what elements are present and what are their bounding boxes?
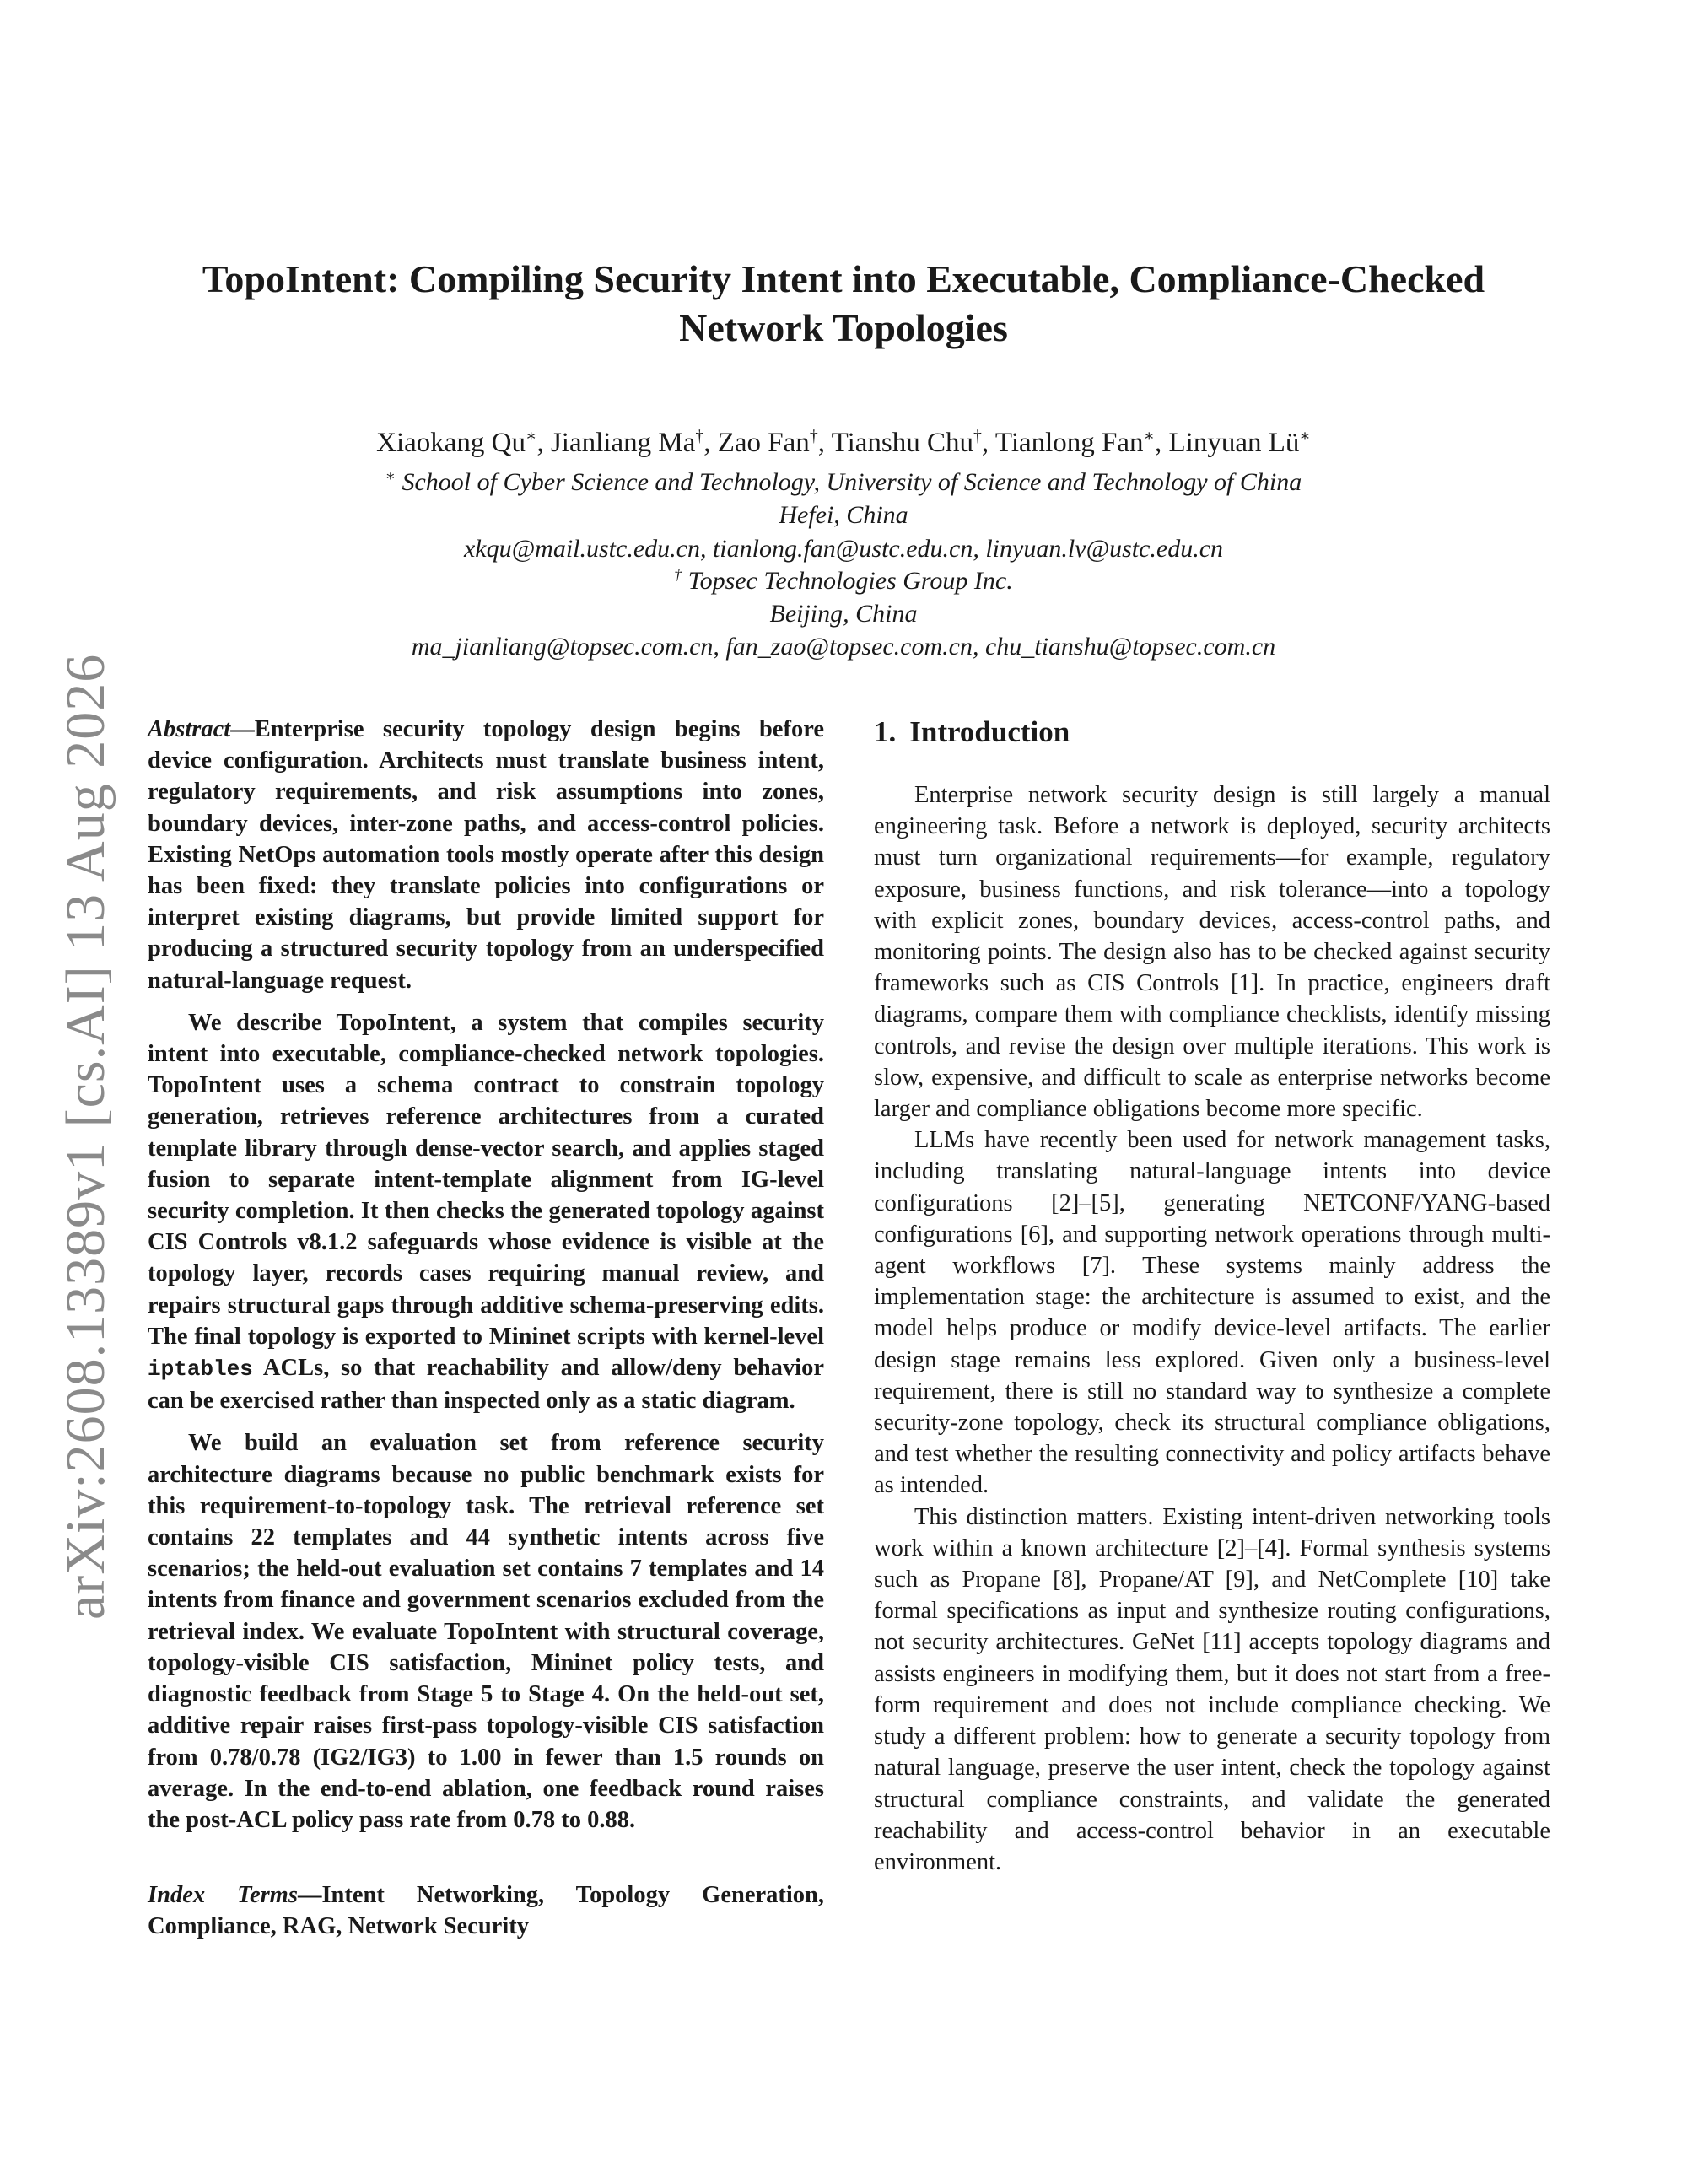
abstract-text: ACLs, so that reachability and allow/deny behavior can be exercised rather than inspected only as a static diagram. [148,1355,824,1415]
author-name: Tianshu Chu [831,428,974,458]
title-line-2: Network Topologies [679,306,1008,349]
left-column [148,714,824,1943]
section-title: Introduction [909,715,1070,748]
author-name: Xiaokang Qu [376,428,526,458]
arxiv-identifier: arXiv:2608.13389v1 [cs.AI] 13 Aug 2026 [55,653,116,1620]
affiliation-1 [127,466,1560,499]
affiliation-2 [127,565,1560,597]
affiliation-name: Topsec Technologies Group Inc. [687,567,1013,595]
abstract-paragraph-3: We build an evaluation set from reference security architecture diagrams because no public benchmark exists for this requirement-to-topology task. The retrieval reference set contains 22 templates and 44 synthetic intents across five scenarios; the held-out evaluation set contains 7 templates and 14 intents from finance and government scenarios excluded from the retrieval index. We evaluate TopoIntent with structural coverage, topology-visible CIS satisfaction, Mininet policy tests, and diagnostic feedback from Stage 5 to Stage 4. On the held-out set, additive repair raises first-pass topology-visible CIS satisfaction from 0.78/0.78 (IG2/IG3) to 1.00 in fewer than 1.5 rounds on average. In the end-to-end ablation, one feedback round raises the post-ACL policy pass rate from 0.78 to 0.88. [148,1430,824,1833]
affiliation-1-city: Hefei, China [779,501,908,529]
intro-paragraph-3: This distinction matters. Existing intent-driven networking tools work within a known architecture [2]–[4]. Formal synthesis systems such as Propane [8], Propane/AT [9], and NetComplete [10] take formal specifications as input and synthesize routing configurations, not security architectures. GeNet [11] accepts topology diagrams and assists engineers in modifying them, but it does not start from a free-form requirement and does not include compliance checking. We study a different problem: how to generate a security topology from natural language, preserve the user intent, check the topology against structural compliance constraints, and validate the generated reachability and access-control behavior in an executable environment. [874,1503,1550,1875]
paper-title [127,255,1560,353]
abstract-text: —Enterprise security topology design begins before device configuration. Architects must translate business intent, regulatory requirements, and risk assumptions into zones, boundary devices, inter-zone paths, and access-control policies. Existing NetOps automation tools mostly operate after this design has been fixed: they translate policies into configurations or interpret existing diagrams, but provide limited support for producing a structured security topology from an underspecified natural-language request. [148,716,824,994]
author-list: Xiaokang Qu∗, Jianliang Ma†, Zao Fan†, Tianshu Chu†, Tianlong Fan∗, Linyuan Lü∗ [376,427,1311,458]
affiliation-mark: ∗ [385,467,396,484]
author-mark: ∗ [1299,427,1311,445]
intro-paragraph-1: Enterprise network security design is still largely a manual engineering task. Before a network is deployed, security architects must turn organizational requirements—for example, regulatory exposure, business functions, and risk tolerance—into a topology with explicit zones, boundary devices, access-control paths, and monitoring points. The design also has to be checked against security frameworks such as CIS Controls [1]. In practice, engineers draft diagrams, compare them with compliance checklists, identify missing controls, and revise the design over multiple iterations. This work is slow, expensive, and difficult to scale as enterprise networks become larger and compliance obligations become more specific. [874,782,1550,1123]
author-name: Linyuan Lü [1168,428,1300,458]
author-mark: ∗ [526,427,537,445]
intro-paragraph-2: LLMs have recently been used for network management tasks, including translating natural-language intents into device configurations [2]–[5], generating NETCONF/YANG-based configurations [6], and supporting network operations through multi-agent workflows [7]. These systems mainly address the implementation stage: the architecture is assumed to exist, and the model helps produce or modify device-level artifacts. The earlier design stage remains less explored. Given only a business-level requirement, there is still no standard way to synthesize a complete security-zone topology, check its structural compliance obligations, and test whether the resulting connectivity and policy artifacts behave as intended. [874,1127,1550,1499]
section-number: 1. [874,715,897,748]
abstract-paragraph-2 [148,1007,824,1417]
section-heading [874,714,1550,751]
affiliation-name: School of Cyber Science and Technology, University of Science and Technology of China [402,468,1302,496]
author-name: Tianlong Fan [994,428,1144,458]
index-terms [148,1879,824,1942]
affiliation-2-city: Beijing, China [769,600,918,628]
index-terms-label: Index Terms [148,1882,298,1909]
index-terms-text: —Intent Networking, Topology Generation, Compliance, RAG, Network Security [148,1882,824,1940]
affiliation-2-emails: ma_jianliang@topsec.com.cn, fan_zao@topsec.com.cn, chu_tianshu@topsec.com.cn [411,633,1276,661]
affiliation-mark: † [674,566,682,583]
abstract-paragraph-1 [148,714,824,996]
author-mark: ∗ [1143,427,1156,445]
author-mark: † [809,427,818,445]
right-column [874,714,1550,1878]
author-name: Zao Fan [717,428,810,458]
affiliation-1-emails: xkqu@mail.ustc.edu.cn, tianlong.fan@ustc.edu.cn, linyuan.lv@ustc.edu.cn [463,535,1224,563]
inline-code: iptables [148,1356,253,1383]
author-name: Jianliang Ma [550,428,696,458]
abstract-label: Abstract [148,716,231,742]
author-mark: † [973,427,982,445]
title-line-1: TopoIntent: Compiling Security Intent into Executable, Compliance-Checked [202,257,1485,300]
abstract-text: We describe TopoIntent, a system that compiles security intent into executable, compliance-checked network topologies. TopoIntent uses a schema contract to constrain topology generation, retrieves reference architectures from a curated template library through dense-vector search, and applies staged fusion to separate intent-template alignment from IG-level security completion. It then checks the generated topology against CIS Controls v8.1.2 safeguards whose evidence is visible at the topology layer, records cases requiring manual review, and repairs structural gaps through additive schema-preserving edits. The final topology is exported to Mininet scripts with kernel-level [148,1009,824,1350]
author-mark: † [695,427,704,445]
